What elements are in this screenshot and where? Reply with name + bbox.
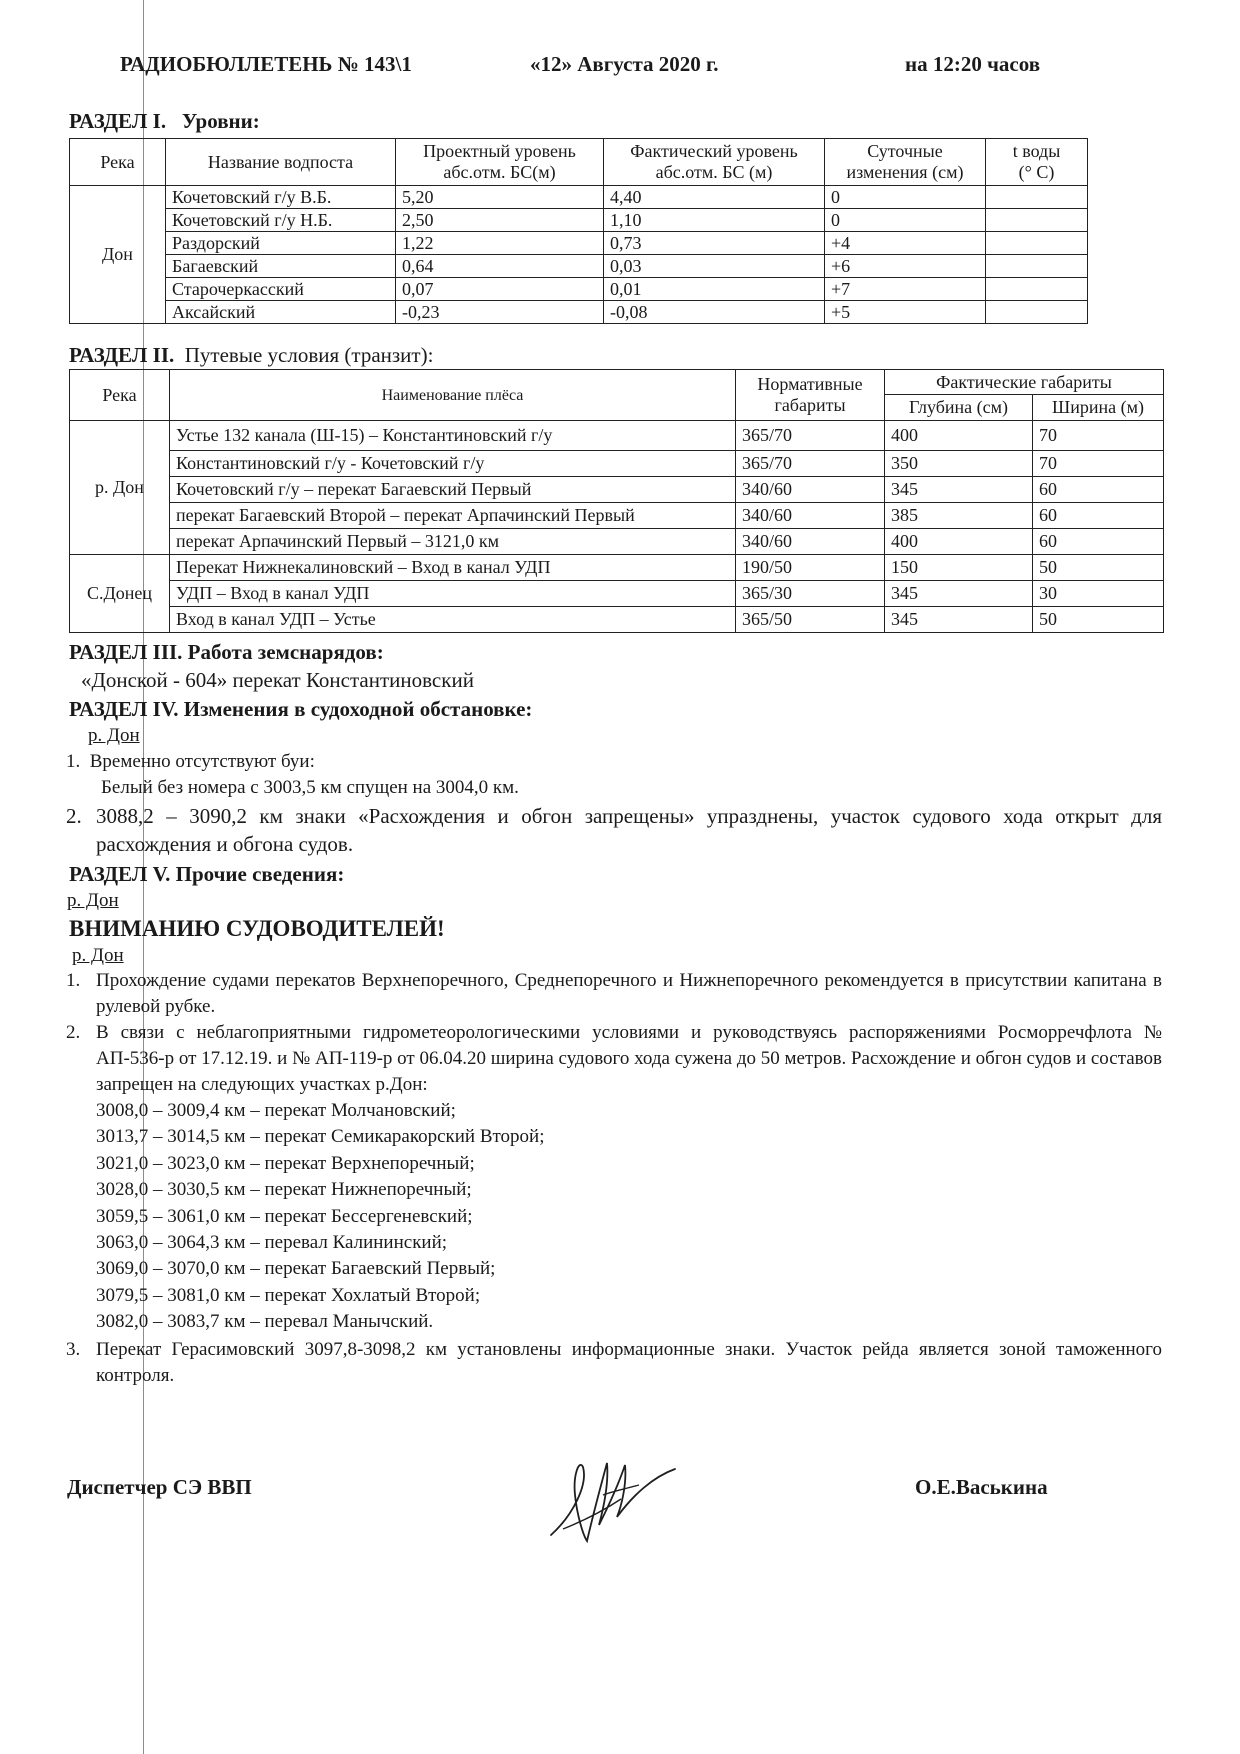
route-reach-cell: перекат Багаевский Второй – перекат Арпачинский Первый: [170, 503, 736, 529]
levels-change-cell: +7: [825, 278, 986, 301]
levels-actual-cell: 1,10: [604, 209, 825, 232]
route-width-cell: 70: [1033, 451, 1164, 477]
route-row: [70, 607, 1164, 633]
route-norm-cell: 340/60: [736, 503, 885, 529]
levels-actual-cell: -0,08: [604, 301, 825, 324]
route-reach-cell: перекат Арпачинский Первый – 3121,0 км: [170, 529, 736, 555]
levels-header-actual: Фактический уровень абс.отм. БС (м): [604, 139, 825, 186]
route-norm-cell: 190/50: [736, 555, 885, 581]
dispatcher-position: Диспетчер СЭ ВВП: [67, 1475, 252, 1499]
levels-station-cell: Кочетовский г/у Н.Б.: [166, 209, 396, 232]
restricted-segment: 3063,0 – 3064,3 км – перевал Калининский;: [96, 1232, 448, 1254]
route-norm-cell: 340/60: [736, 477, 885, 503]
section4-item1-detail: Белый без номера с 3003,5 км спущен на 3004,0 км.: [101, 777, 519, 798]
route-norm-cell: 340/60: [736, 529, 885, 555]
route-row: [70, 503, 1164, 529]
levels-station-cell: Кочетовский г/у В.Б.: [166, 186, 396, 209]
route-reach-cell: Вход в канал УДП – Устье: [170, 607, 736, 633]
levels-header-daily: Суточные изменения (см): [825, 139, 986, 186]
section1-subtitle: Уровни:: [181, 109, 260, 133]
levels-actual-cell: 0,73: [604, 232, 825, 255]
route-river-cell: С.Донец: [70, 555, 170, 633]
route-row: [70, 529, 1164, 555]
restricted-segment: 3021,0 – 3023,0 км – перекат Верхнепоречный;: [96, 1152, 475, 1174]
route-header-norm: Нормативные габариты: [736, 370, 885, 421]
levels-table: [69, 138, 1088, 324]
section2-subtitle: Путевые условия (транзит):: [184, 343, 434, 367]
restricted-segment: 3082,0 – 3083,7 км – перевал Манычский.: [96, 1311, 434, 1333]
route-depth-cell: 345: [885, 607, 1033, 633]
bulletin-number: РАДИОБЮЛЛЕТЕНЬ № 143\1: [120, 52, 412, 76]
restricted-segments-list: [96, 1098, 545, 1336]
levels-design-cell: 2,50: [396, 209, 604, 232]
section4-title: РАЗДЕЛ IV. Изменения в судоходной обстановке:: [69, 697, 533, 721]
section3-title: РАЗДЕЛ III. Работа земснарядов:: [69, 640, 384, 664]
route-row: [70, 421, 1164, 451]
levels-design-cell: 0,64: [396, 255, 604, 278]
attention-item2: 2. В связи с неблагоприятными гидрометеорологическими условиями и руководствуясь распоряжениями Росморречфлота № АП-536-р от 17.12.19. и № АП-119-р от 06.04.20 ширина судового хода сужена до 50 метров. Расхождение и обгон судов и составов запрещен на следующих участках р.Дон:: [66, 1022, 1162, 1095]
levels-temp-cell: [986, 278, 1088, 301]
route-width-cell: 70: [1033, 421, 1164, 451]
route-width-cell: 60: [1033, 529, 1164, 555]
route-depth-cell: 350: [885, 451, 1033, 477]
levels-row: [70, 301, 1088, 324]
route-depth-cell: 400: [885, 421, 1033, 451]
route-norm-cell: 365/70: [736, 451, 885, 477]
levels-row: [70, 186, 1088, 209]
attention-river: р. Дон: [72, 945, 124, 966]
levels-station-cell: Багаевский: [166, 255, 396, 278]
section1-title: РАЗДЕЛ I. Уровни:: [69, 109, 260, 133]
route-header-depth: Глубина (см): [885, 395, 1033, 421]
route-depth-cell: 400: [885, 529, 1033, 555]
route-reach-cell: Устье 132 канала (Ш-15) – Константиновский г/у: [170, 421, 736, 451]
levels-temp-cell: [986, 255, 1088, 278]
levels-change-cell: 0: [825, 209, 986, 232]
levels-design-cell: 1,22: [396, 232, 604, 255]
route-header-width: Ширина (м): [1033, 395, 1164, 421]
levels-station-cell: Раздорский: [166, 232, 396, 255]
levels-station-cell: Аксайский: [166, 301, 396, 324]
route-row: [70, 477, 1164, 503]
levels-temp-cell: [986, 301, 1088, 324]
route-width-cell: 50: [1033, 607, 1164, 633]
levels-design-cell: -0,23: [396, 301, 604, 324]
route-depth-cell: 150: [885, 555, 1033, 581]
route-river-cell: р. Дон: [70, 421, 170, 555]
route-norm-cell: 365/70: [736, 421, 885, 451]
restricted-segment: 3069,0 – 3070,0 км – перекат Багаевский Первый;: [96, 1258, 496, 1280]
levels-actual-cell: 0,03: [604, 255, 825, 278]
route-width-cell: 50: [1033, 555, 1164, 581]
levels-row: [70, 209, 1088, 232]
levels-header-design: Проектный уровень абс.отм. БС(м): [396, 139, 604, 186]
route-width-cell: 60: [1033, 503, 1164, 529]
section4-item1: 1. Временно отсутствуют буи:: [66, 751, 315, 772]
bulletin-time: на 12:20 часов: [905, 52, 1041, 76]
levels-actual-cell: 0,01: [604, 278, 825, 301]
attention-title: ВНИМАНИЮ СУДОВОДИТЕЛЕЙ!: [69, 916, 445, 941]
levels-header-temp: t воды (° С): [986, 139, 1088, 186]
route-reach-cell: УДП – Вход в канал УДП: [170, 581, 736, 607]
levels-temp-cell: [986, 232, 1088, 255]
route-header-river: Река: [70, 370, 170, 421]
section4-item2: 2. 3088,2 – 3090,2 км знаки «Расхождения и обгон запрещены» упразднены, участок судового хода открыт для расхождения и обгона судов.: [66, 804, 1162, 856]
levels-header-station: Название водпоста: [166, 139, 396, 186]
route-reach-cell: Константиновский г/у - Кочетовский г/у: [170, 451, 736, 477]
attention-item3: 3. Перекат Герасимовский 3097,8-3098,2 км установлены информационные знаки. Участок рейда является зоной таможенного контроля.: [66, 1339, 1162, 1386]
restricted-segment: 3028,0 – 3030,5 км – перекат Нижнепоречный;: [96, 1179, 472, 1201]
restricted-segment: 3013,7 – 3014,5 км – перекат Семикаракорский Второй;: [96, 1126, 545, 1148]
bulletin-header: [120, 52, 1080, 82]
levels-change-cell: 0: [825, 186, 986, 209]
restricted-segment: 3059,5 – 3061,0 км – перекат Бессергеневский;: [96, 1205, 473, 1227]
attention-item1: 1. Прохождение судами перекатов Верхнепоречного, Среднепоречного и Нижнепоречного рекомендуется в присутствии капитана в рулевой рубке.: [66, 970, 1162, 1017]
route-row: [70, 451, 1164, 477]
restricted-segment: 3008,0 – 3009,4 км – перекат Молчановский;: [96, 1100, 456, 1121]
route-table: [69, 369, 1164, 633]
restricted-segment: 3079,5 – 3081,0 км – перекат Хохлатый Второй;: [96, 1284, 481, 1306]
levels-actual-cell: 4,40: [604, 186, 825, 209]
route-header-reach: Наименование плёса: [170, 370, 736, 421]
levels-row: [70, 232, 1088, 255]
route-row: [70, 581, 1164, 607]
route-width-cell: 60: [1033, 477, 1164, 503]
route-reach-cell: Кочетовский г/у – перекат Багаевский Первый: [170, 477, 736, 503]
levels-header-river: Река: [70, 139, 166, 186]
bulletin-date: «12» Августа 2020 г.: [530, 52, 719, 76]
levels-design-cell: 5,20: [396, 186, 604, 209]
handwritten-signature: [543, 1455, 683, 1547]
levels-temp-cell: [986, 186, 1088, 209]
route-depth-cell: 345: [885, 477, 1033, 503]
levels-temp-cell: [986, 209, 1088, 232]
dredger-item: «Донской - 604» перекат Константиновский: [81, 668, 474, 692]
route-norm-cell: 365/30: [736, 581, 885, 607]
levels-design-cell: 0,07: [396, 278, 604, 301]
route-width-cell: 30: [1033, 581, 1164, 607]
route-header-actual: Фактические габариты: [885, 370, 1164, 395]
section5-title: РАЗДЕЛ V. Прочие сведения:: [69, 862, 345, 886]
levels-change-cell: +4: [825, 232, 986, 255]
route-norm-cell: 365/50: [736, 607, 885, 633]
levels-row: [70, 278, 1088, 301]
route-row: [70, 555, 1164, 581]
route-depth-cell: 345: [885, 581, 1033, 607]
route-depth-cell: 385: [885, 503, 1033, 529]
levels-river-cell: Дон: [70, 186, 166, 324]
levels-row: [70, 255, 1088, 278]
dispatcher-name: О.Е.Васькина: [915, 1475, 1048, 1499]
levels-change-cell: +5: [825, 301, 986, 324]
levels-station-cell: Старочеркасский: [166, 278, 396, 301]
section4-river: р. Дон: [88, 725, 140, 746]
route-reach-cell: Перекат Нижнекалиновский – Вход в канал УДП: [170, 555, 736, 581]
section2-title: РАЗДЕЛ II. Путевые условия (транзит):: [69, 343, 434, 367]
levels-change-cell: +6: [825, 255, 986, 278]
section5-river: р. Дон: [67, 890, 119, 911]
